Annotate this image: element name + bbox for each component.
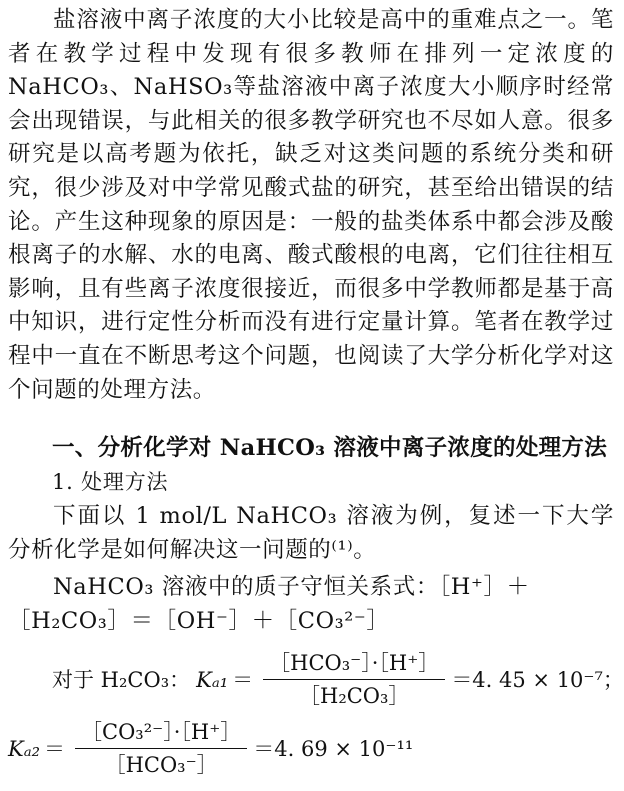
proton-balance-line-1: NaHCO₃ 溶液中的质子守恒关系式：［H⁺］＋	[53, 574, 530, 600]
ka1-fraction	[263, 649, 445, 710]
ka1-equals: ＝	[232, 667, 254, 692]
ka1-formula	[52, 649, 624, 710]
ka2-fraction	[75, 718, 247, 779]
ka1-denominator: ［H₂CO₃］	[299, 684, 410, 708]
ka2-equals: ＝	[44, 736, 65, 761]
method-paragraph: 下面以 1 mol/L NaHCO₃ 溶液为例，复述一下大学分析化学是如何解决这一问题的⁽¹⁾。	[8, 503, 614, 563]
ka2-numerator: ［CO₃²⁻］·［H⁺］	[81, 720, 242, 744]
ka2-symbol: Kₐ₂	[8, 736, 40, 761]
ka2-result: ＝4. 69 × 10⁻¹¹	[253, 736, 414, 761]
proton-balance-line-2: ［H₂CO₃］＝［OH⁻］＋［CO₃²⁻］	[8, 607, 390, 634]
ka2-denominator: ［HCO₃⁻］	[104, 753, 218, 777]
subsection-heading: 1. 处理方法	[52, 470, 169, 494]
ka2-formula	[8, 718, 413, 779]
intro-paragraph: 盐溶液中离子浓度的大小比较是高中的重难点之一。笔者在教学过程中发现有很多教师在排列一定浓度的NaHCO₃、NaHSO₃等盐溶液中离子浓度大小顺序时经常会出现错误，与此相关的很多教学研究也不尽如人意。很多研究是以高考题为依托，缺乏对这类问题的系统分类和研究，很少涉及对中学常见酸式盐的研究，甚至给出错误的结论。产生这种现象的原因是：一般的盐类体系中都会涉及酸根离子的水解、水的电离、酸式酸根的电离，它们往往相互影响，且有些离子浓度很接近，而很多中学教师都是基于高中知识，进行定性分析而没有进行定量计算。笔者在教学过程中一直在不断思考这个问题，也阅读了大学分析化学对这个问题的处理方法。	[8, 7, 614, 403]
section-heading: 一、分析化学对 NaHCO₃ 溶液中离子浓度的处理方法	[52, 435, 608, 461]
ka1-symbol: Kₐ₁	[196, 667, 229, 692]
ka1-prefix: 对于 H₂CO₃：	[52, 667, 191, 692]
ka1-result: ＝4. 45 × 10⁻⁷；	[451, 667, 624, 692]
proton-balance-equation	[8, 571, 614, 638]
ka1-numerator: ［HCO₃⁻］·［H⁺］	[269, 651, 440, 675]
